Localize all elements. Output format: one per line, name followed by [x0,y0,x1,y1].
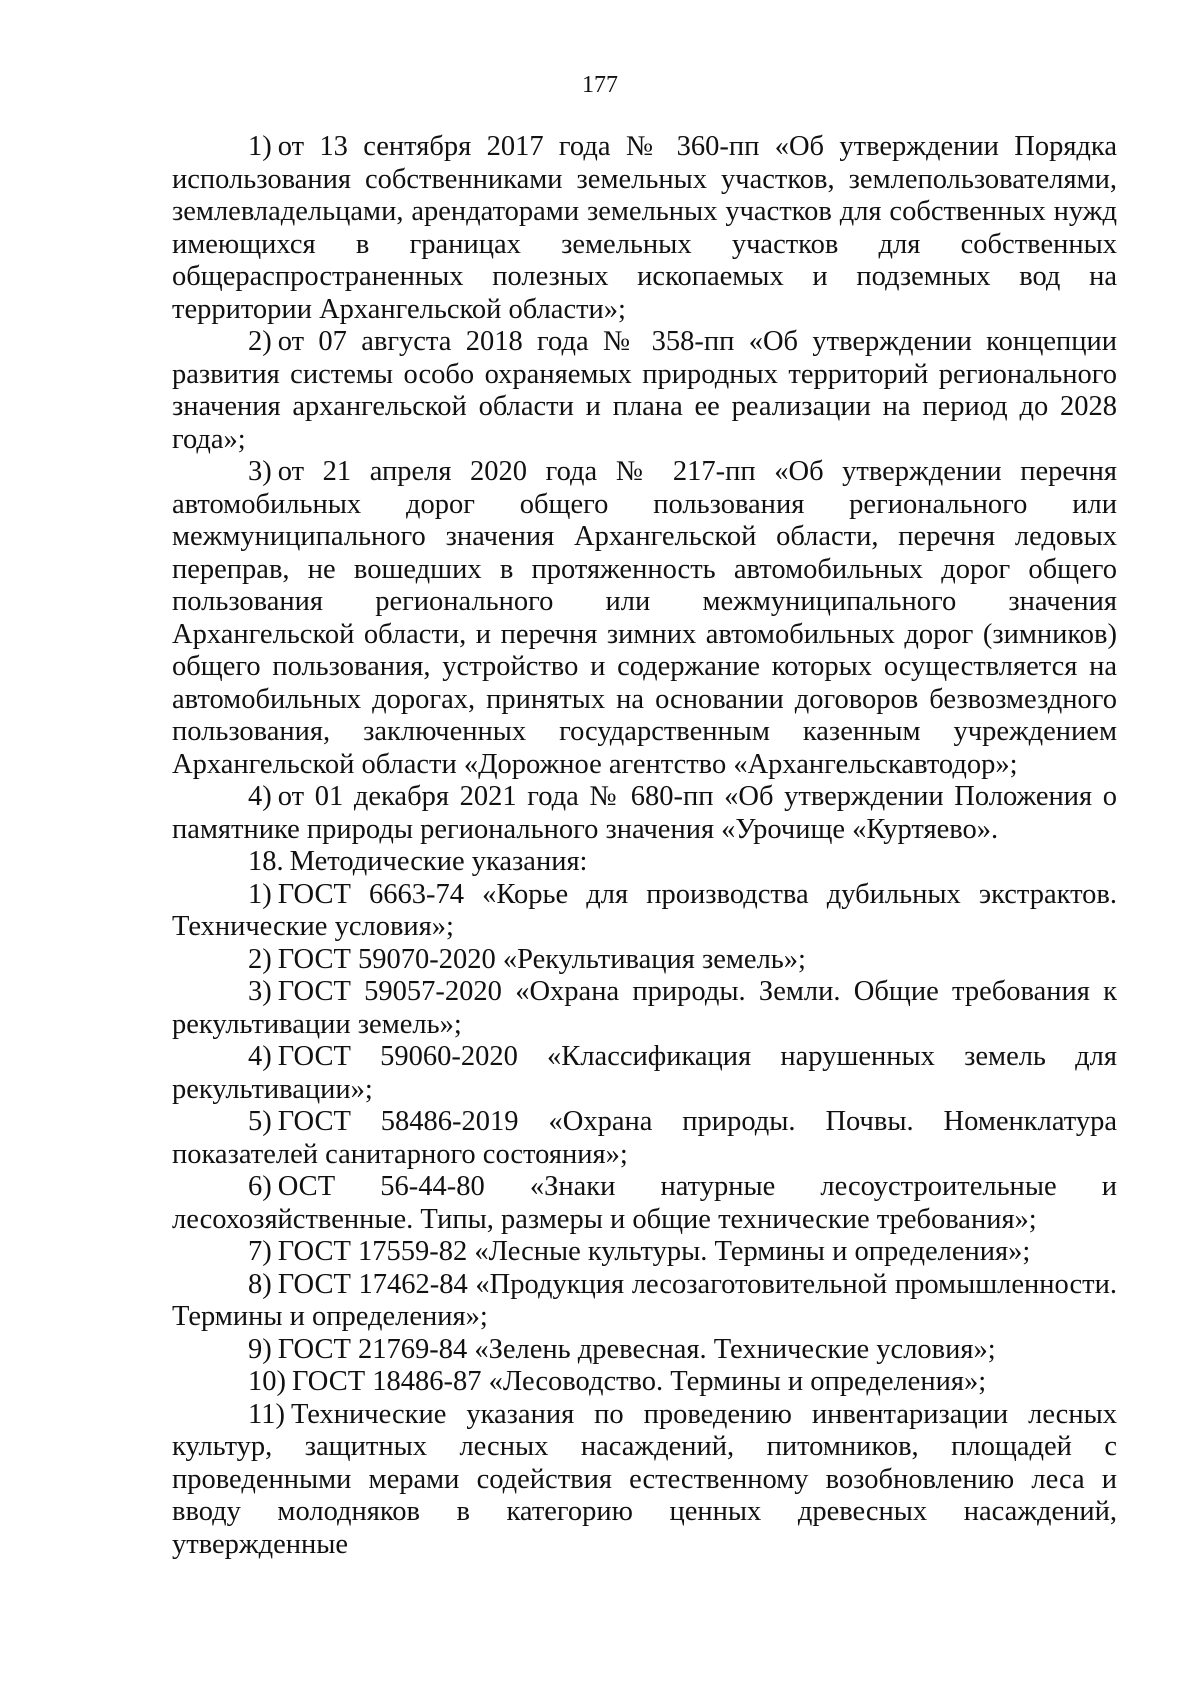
item-number: 2) [248,326,272,357]
list-item [172,1269,1117,1334]
list-item [172,456,1117,781]
list-item [172,1171,1117,1236]
item-text: ГОСТ 18486-87 «Лесоводство. Термины и определения»; [292,1366,987,1397]
list-item [172,1236,1117,1269]
item-text: от 21 апреля 2020 года № 217-пп «Об утверждении перечня автомобильных дорог общего пользования регионального или межмуниципального значения Архангельской области, перечня ледовых переправ, не вошедших в протяженность автомобильных дорог общего пользования регионального или межмуниципального значения Архангельской области, и перечня зимних автомобильных дорог (зимников) общего пользования, устройство и содержание которых осуществляется на автомобильных дорогах, принятых на основании договоров безвозмездного пользования, заключенных государственным казенным учреждением Архангельской области «Дорожное агентство «Архангельскавтодор»; [172,456,1117,780]
document-body [172,131,1117,1561]
list-item [172,1106,1117,1171]
item-number: 10) [248,1366,286,1397]
item-text: от 01 декабря 2021 года № 680-пп «Об утверждении Положения о памятнике природы регионального значения «Урочище «Куртяево». [172,781,1117,845]
item-text: ГОСТ 58486-2019 «Охрана природы. Почвы. Номенклатура показателей санитарного состояния»; [172,1106,1117,1170]
page-number: 177 [582,72,618,98]
list-item [172,944,1117,977]
section-title: Методические указания: [289,846,588,877]
item-text: ГОСТ 59060-2020 «Классификация нарушенных земель для рекультивации»; [172,1041,1117,1105]
item-text: ГОСТ 21769-84 «Зелень древесная. Технические условия»; [277,1333,996,1365]
item-number: 4) [248,781,272,812]
item-number: 4) [248,1041,272,1072]
item-number: 1) [248,131,272,162]
list-item [172,781,1117,846]
item-text: Технические указания по проведению инвентаризации лесных культур, защитных лесных насаждений, питомников, площадей с проведенными мерами содействия естественному возобновлению леса и вводу молодняков в категорию ценных древесных насаждений, утвержденные [172,1398,1117,1560]
item-number: 6) [248,1171,272,1202]
item-number: 8) [248,1268,272,1300]
list-item [172,1334,1117,1367]
item-number: 5) [248,1106,272,1137]
section-heading [172,846,1117,879]
list-item [172,1399,1117,1562]
item-text: ГОСТ 6663-74 «Корье для производства дубильных экстрактов. Технические условия»; [172,878,1117,942]
item-text: ГОСТ 17559-82 «Лесные культуры. Термины и определения»; [277,1236,1031,1267]
item-number: 2) [248,943,272,975]
item-text: от 07 августа 2018 года № 358-пп «Об утверждении концепции развития системы особо охраняемых природных территорий регионального значения архангельской области и плана ее реализации на период до 2028 года»; [172,326,1117,455]
item-number: 1) [248,878,272,910]
item-text: ГОСТ 59070-2020 «Рекультивация земель»; [277,943,806,975]
item-number: 9) [248,1333,272,1365]
item-number: 7) [248,1236,272,1267]
list-item [172,879,1117,944]
item-number: 11) [248,1398,285,1430]
list-item [172,976,1117,1041]
list-item [172,1041,1117,1106]
list-item [172,326,1117,456]
list-item [172,1366,1117,1399]
item-text: ОСТ 56-44-80 «Знаки натурные лесоустроительные и лесохозяйственные. Типы, размеры и общие технические требования»; [172,1171,1117,1235]
list-item [172,131,1117,326]
item-text: ГОСТ 59057-2020 «Охрана природы. Земли. Общие требования к рекультивации земель»; [172,976,1117,1040]
item-text: от 13 сентября 2017 года № 360-пп «Об утверждении Порядка использования собственниками земельных участков, землепользователями, землевладельцами, арендаторами земельных участков для собственных нужд имеющихся в границах земельных участков для собственных общераспространенных полезных ископаемых и подземных вод на территории Архангельской области»; [172,131,1117,325]
item-number: 3) [248,456,272,487]
item-number: 3) [248,976,272,1007]
section-number: 18. [248,846,284,877]
item-text: ГОСТ 17462-84 «Продукция лесозаготовительной промышленности. Термины и определения»; [172,1268,1117,1332]
